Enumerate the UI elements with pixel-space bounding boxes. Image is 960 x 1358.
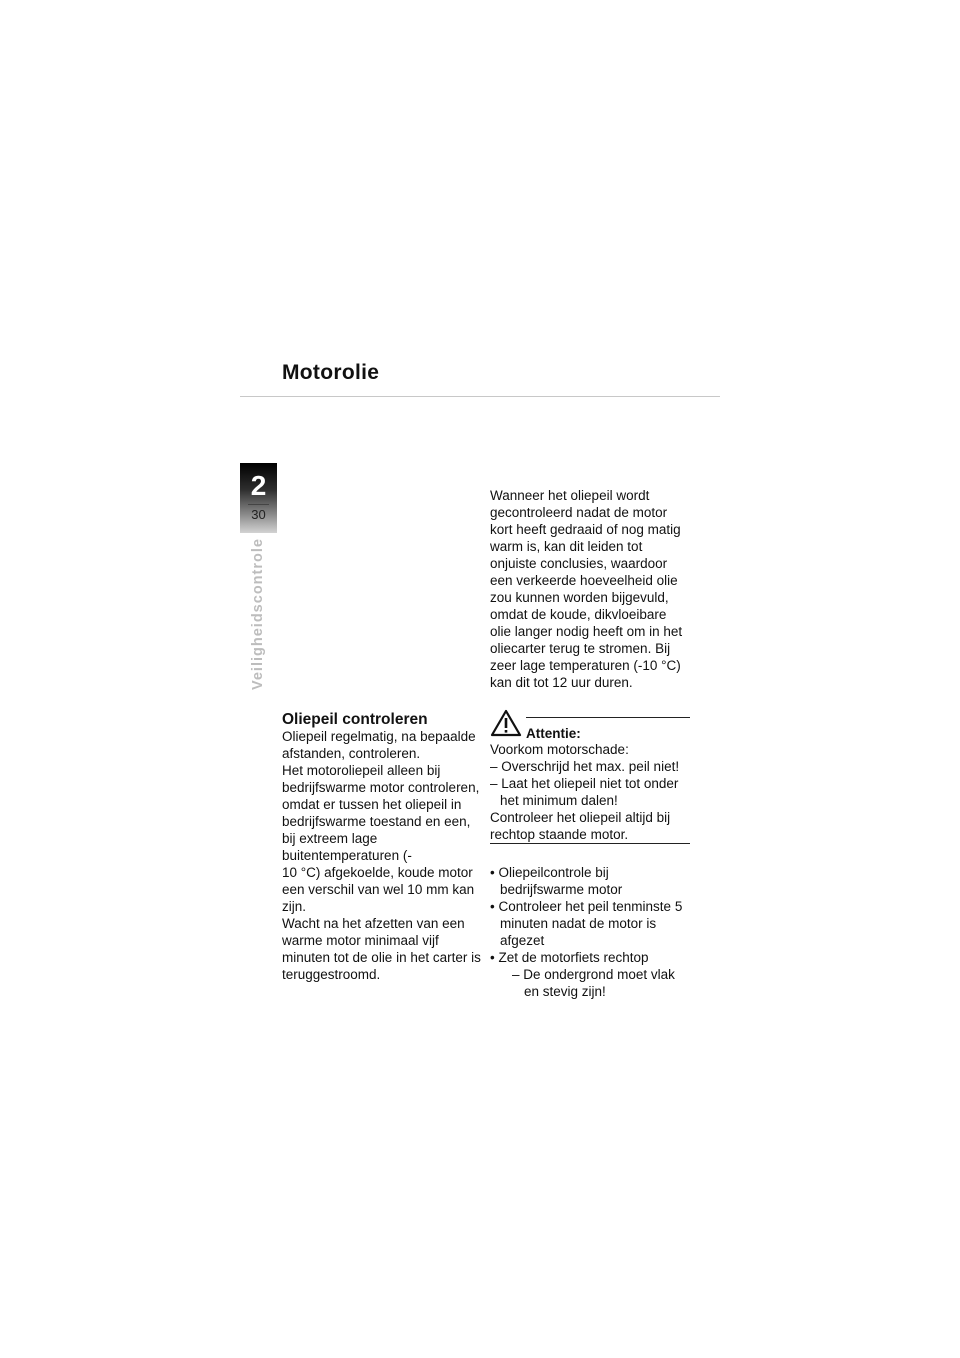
chapter-tab [240,463,277,533]
title-divider [240,396,720,397]
steps-list [490,864,690,1000]
list-item: • Controleer het peil tenminste 5 minuten nadat de motor is afgezet [490,899,683,948]
warning-title: Attentie: [526,726,581,741]
warning-outro: Controleer het oliepeil altijd bij rechtop staande motor. [490,810,671,842]
warning-box [490,709,690,844]
left-column [282,712,482,983]
warning-top-rule [526,717,690,718]
warning-item: – Laat het oliepeil niet tot onder het minimum dalen! [490,776,679,808]
warning-bottom-rule [490,843,690,844]
warning-intro: Voorkom motorschade: [490,742,629,757]
section-side-label: Veiligheidscontrole [250,538,266,690]
list-item: • Oliepeilcontrole bij bedrijfswarme motor [490,865,623,897]
list-item: • Zet de motorfiets rechtop [490,950,649,965]
chapter-divider [248,504,269,505]
warning-item: – Overschrijd het max. peil niet! [490,759,680,774]
sub-list-item: – De ondergrond moet vlak en stevig zijn! [512,967,675,999]
left-paragraph: Oliepeil regelmatig, na bepaalde afstanden, controleren. Het motoroliepeil alleen bij bedrijfswarme motor controleren, omdat er tussen het oliepeil in bedrijfswarme toestand en een, bij extreem lage buitentemperaturen (- 10 °C) afgekoelde, koude motor een verschil van wel 10 mm kan zijn. Wacht na het afzetten van een warme motor minimaal vijf minuten tot de olie in het carter is teruggestroomd. [282,729,481,982]
right-paragraph: Wanneer het oliepeil wordt gecontroleerd nadat de motor kort heeft gedraaid of nog matig warm is, kan dit leiden tot onjuiste conclusies, waardoor een verkeerde hoeveelheid olie zou kunnen worden bijgevuld, omdat de koude, dikvloeibare olie langer nodig heeft om in het oliecarter terug te stromen. Bij zeer lage temperaturen (-10 °C) kan dit tot 12 uur duren. [490,488,683,690]
chapter-number: 2 [250,470,267,501]
page-number: 30 [251,507,266,522]
warning-triangle-icon [490,709,522,737]
page-title: Motorolie [282,361,380,384]
section-heading: Oliepeil controleren [282,711,428,728]
